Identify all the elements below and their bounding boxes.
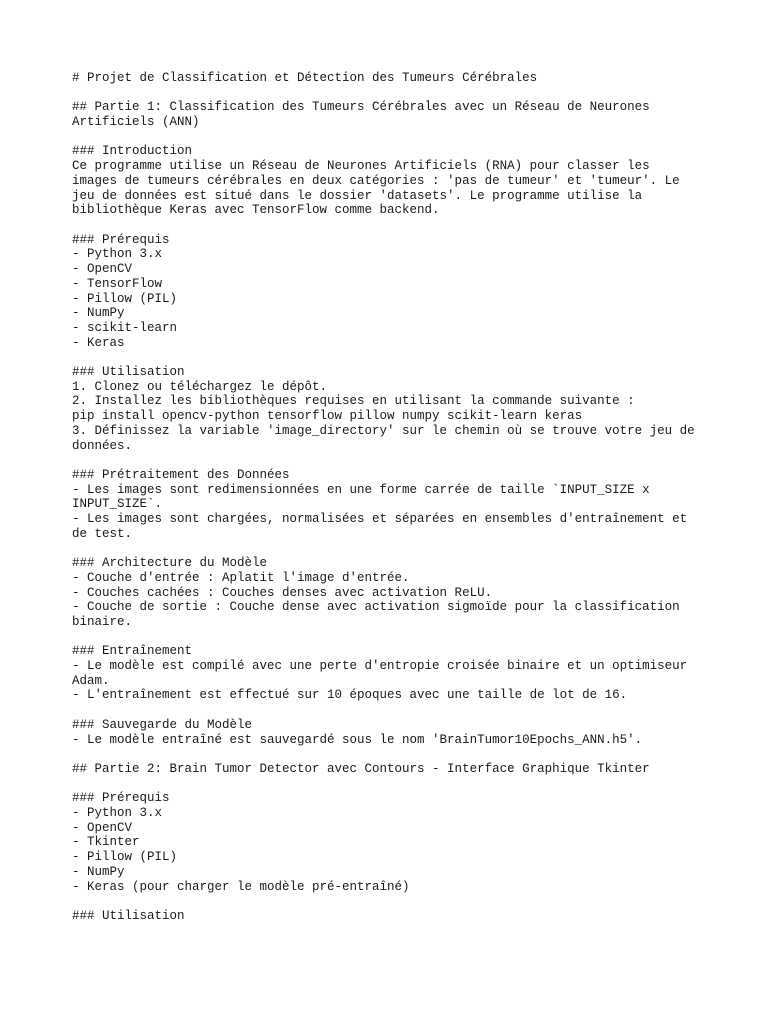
text-line: bibliothèque Keras avec TensorFlow comme backend. — [72, 203, 440, 218]
section-heading: ### Prérequis — [72, 232, 170, 247]
list-item: - Les images sont chargées, normalisées et séparées en ensembles d'entraînement et — [72, 512, 688, 527]
blank-line — [72, 747, 712, 762]
section-heading: ### Utilisation — [72, 365, 185, 379]
list-item: - Pillow (PIL) — [72, 291, 178, 306]
part-heading: ## Partie 2: Brain Tumor Detector avec Contours - Interface Graphique Tkinter — [72, 761, 650, 776]
list-item: - Python 3.x — [72, 806, 163, 820]
part-heading: ## Partie 1: Classification des Tumeurs Cérébrales avec un Réseau de Neurones — [72, 100, 650, 115]
text-line: pip install opencv-python tensorflow pillow numpy scikit-learn keras — [72, 409, 583, 424]
list-item: - Tkinter — [72, 835, 140, 850]
text-line: jeu de données est situé dans le dossier 'datasets'. Le programme utilise la — [72, 188, 643, 203]
document-title: # Projet de Classification et Détection des Tumeurs Cérébrales — [72, 71, 538, 85]
section-heading: ### Prérequis — [72, 791, 170, 806]
blank-line — [72, 130, 712, 145]
section-heading: ### Architecture du Modèle — [72, 556, 268, 571]
list-item: - Keras (pour charger le modèle pré-entraîné) — [72, 879, 410, 894]
list-item: - Le modèle entraîné est sauvegardé sous le nom 'BrainTumor10Epochs_ANN.h5'. — [72, 732, 643, 747]
text-line: images de tumeurs cérébrales en deux catégories : 'pas de tumeur' et 'tumeur'. Le — [72, 173, 680, 188]
numbered-step: 2. Installez les bibliothèques requises en utilisant la commande suivante : — [72, 394, 635, 409]
list-item: - Couches cachées : Couches denses avec activation ReLU. — [72, 585, 493, 600]
list-item: - Python 3.x — [72, 247, 163, 262]
blank-line — [72, 218, 712, 233]
blank-line — [72, 894, 712, 909]
blank-line — [72, 541, 712, 556]
blank-line — [72, 703, 712, 718]
section-heading: ### Sauvegarde du Modèle — [72, 717, 253, 732]
list-item: - NumPy — [72, 864, 125, 879]
list-item: - OpenCV — [72, 820, 133, 835]
list-item: - TensorFlow — [72, 276, 163, 291]
list-item: - Couche de sortie : Couche dense avec activation sigmoïde pour la classification — [72, 600, 680, 615]
blank-line — [72, 630, 712, 645]
list-item: - scikit-learn — [72, 320, 178, 335]
text-line: Adam. — [72, 673, 110, 688]
list-item: - Keras — [72, 335, 125, 350]
numbered-step: 3. Définissez la variable 'image_directory' sur le chemin où se trouve votre jeu de — [72, 423, 695, 438]
section-heading: ### Utilisation — [72, 908, 185, 923]
list-item: - Couche d'entrée : Aplatit l'image d'entrée. — [72, 570, 410, 585]
numbered-step: 1. Clonez ou téléchargez le dépôt. — [72, 379, 328, 394]
text-line: données. — [72, 438, 133, 453]
blank-line — [72, 350, 712, 365]
section-heading: ### Introduction — [72, 144, 193, 159]
list-item: - Le modèle est compilé avec une perte d'entropie croisée binaire et un optimiseur — [72, 659, 688, 674]
text-line: Ce programme utilise un Réseau de Neurones Artificiels (RNA) pour classer les — [72, 159, 650, 174]
blank-line — [72, 777, 712, 792]
list-item: - Pillow (PIL) — [72, 850, 178, 865]
blank-line — [72, 86, 712, 101]
text-line: Artificiels (ANN) — [72, 115, 200, 130]
section-heading: ### Entraînement — [72, 644, 193, 659]
document-page — [72, 71, 712, 924]
text-line: binaire. — [72, 614, 133, 629]
section-heading: ### Prétraitement des Données — [72, 467, 290, 482]
list-item: - OpenCV — [72, 262, 133, 277]
list-item: - NumPy — [72, 306, 125, 321]
blank-line — [72, 453, 712, 468]
list-item: - L'entraînement est effectué sur 10 époques avec une taille de lot de 16. — [72, 688, 628, 703]
text-line: INPUT_SIZE`. — [72, 497, 163, 512]
text-line: de test. — [72, 526, 133, 541]
list-item: - Les images sont redimensionnées en une forme carrée de taille `INPUT_SIZE x — [72, 482, 650, 497]
